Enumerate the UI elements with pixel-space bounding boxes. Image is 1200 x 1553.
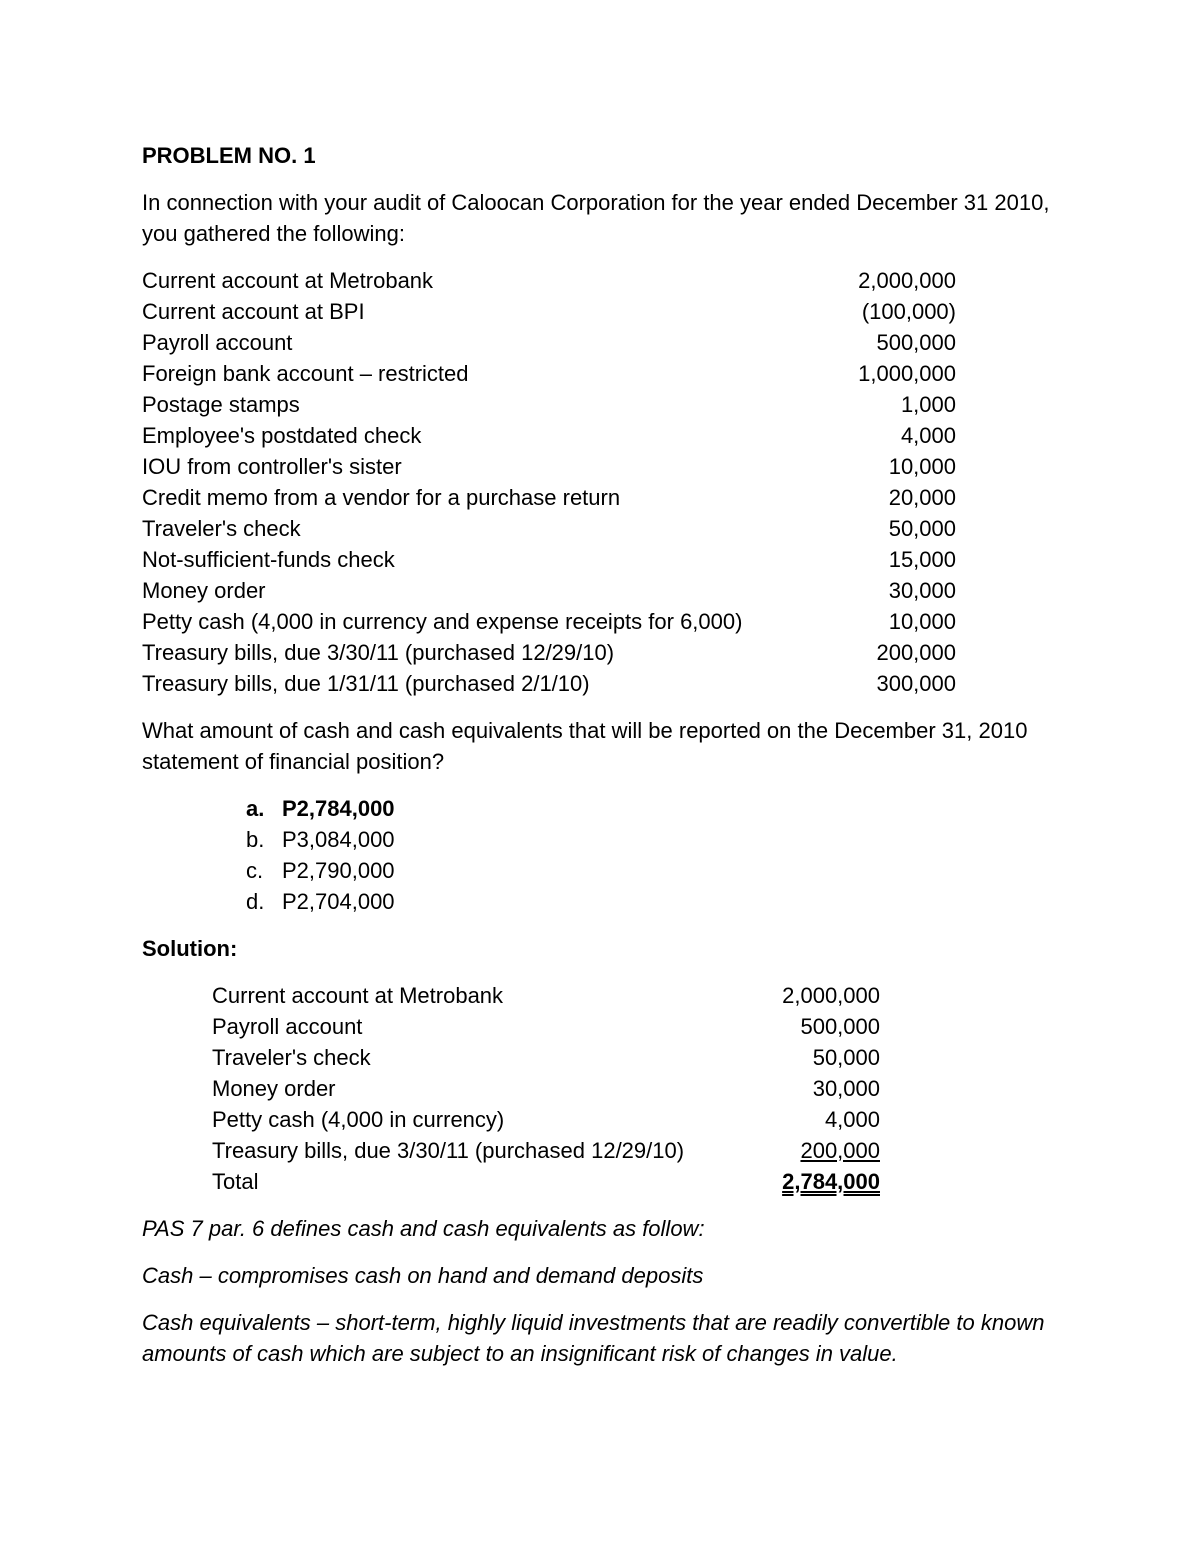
question-text: What amount of cash and cash equivalents that will be reported on the December 31, 2010 statement of financial position? (142, 718, 1028, 774)
table-row: Payroll account 500,000 (142, 330, 956, 355)
problem-intro: In connection with your audit of Caloocan Corporation for the year ended December 31 2010, you gathered the following: (142, 190, 1050, 246)
table-row: Payroll account 500,000 (212, 1014, 880, 1039)
table-row: Postage stamps 1,000 (142, 392, 956, 417)
table-row: Treasury bills, due 1/31/11 (purchased 2/1/10) 300,000 (142, 671, 956, 696)
choice-b: b. P3,084,000 (246, 827, 395, 852)
table-row: Current account at Metrobank 2,000,000 (142, 268, 956, 293)
document-page (142, 140, 1062, 1369)
table-row: Current account at Metrobank 2,000,000 (212, 983, 880, 1008)
definition-intro: PAS 7 par. 6 defines cash and cash equivalents as follow: (142, 1216, 705, 1241)
table-row: Money order 30,000 (212, 1076, 880, 1101)
choice-d: d. P2,704,000 (246, 889, 395, 914)
table-row: Current account at BPI (100,000) (142, 299, 956, 324)
total-amount: 2,784,000 (782, 1169, 880, 1194)
cash-equivalents-definition: Cash equivalents – short-term, highly liquid investments that are readily convertible to known amounts of cash which are subject to an insignificant risk of changes in value. (142, 1310, 1045, 1366)
table-row: Petty cash (4,000 in currency and expense receipts for 6,000) 10,000 (142, 609, 956, 634)
total-label: Total (212, 1169, 259, 1194)
problem-title: PROBLEM NO. 1 (142, 143, 316, 168)
table-row: Employee's postdated check 4,000 (142, 423, 956, 448)
table-row: Money order 30,000 (142, 578, 956, 603)
table-row: Not-sufficient-funds check 15,000 (142, 547, 956, 572)
solution-table (212, 980, 880, 1197)
cash-definition: Cash – compromises cash on hand and demand deposits (142, 1263, 704, 1288)
problem-items-table (142, 265, 956, 699)
table-row: Traveler's check 50,000 (142, 516, 956, 541)
solution-title: Solution: (142, 936, 238, 961)
table-row: Credit memo from a vendor for a purchase return 20,000 (142, 485, 956, 510)
table-row: Traveler's check 50,000 (212, 1045, 880, 1070)
table-row: Petty cash (4,000 in currency) 4,000 (212, 1107, 880, 1132)
table-row: IOU from controller's sister 10,000 (142, 454, 956, 479)
table-row: Foreign bank account – restricted 1,000,000 (142, 361, 956, 386)
last-amount: 200,000 (800, 1138, 880, 1163)
table-row: Treasury bills, due 3/30/11 (purchased 12/29/10) 200,000 (212, 1138, 880, 1163)
choice-a: a. P2,784,000 (246, 796, 395, 821)
table-row: Treasury bills, due 3/30/11 (purchased 12/29/10) 200,000 (142, 640, 956, 665)
choice-c: c. P2,790,000 (246, 858, 395, 883)
total-row (212, 1166, 880, 1197)
answer-choices (246, 793, 1062, 917)
